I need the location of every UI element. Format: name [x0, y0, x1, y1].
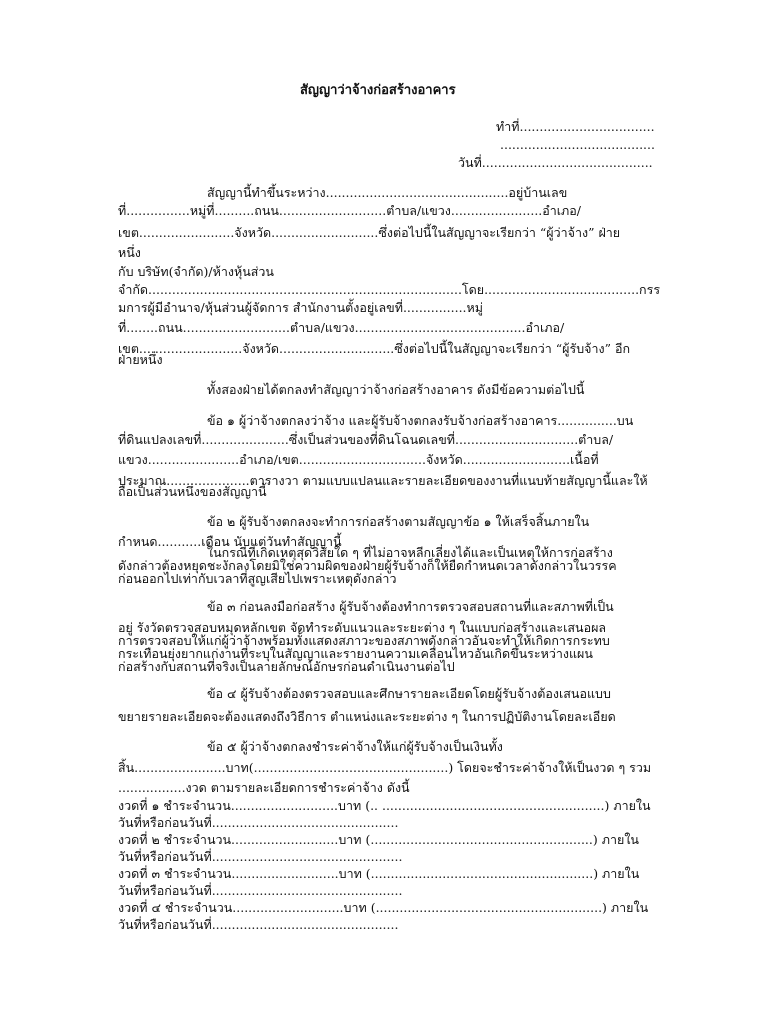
installment-2-amount: งวดที่ ๒ ชำระจำนวน...........................บาท (........................................................) ภายใน	[118, 832, 639, 847]
parties-line-4: หนึ่ง	[118, 245, 141, 260]
clause-3-line-1: ข้อ ๓ ก่อนลงมือก่อสร้าง ผู้รับจ้างต้องทำการตรวจสอบสถานที่และสภาพที่เป็น	[207, 599, 614, 614]
clause-5-line-1: ข้อ ๕ ผู้ว่าจ้างตกลงชำระค่าจ้างให้แก่ผู้รับจ้างเป็นเงินทั้ง	[207, 739, 503, 754]
installment-1-date: วันที่หรือก่อนวันที่...............................................	[118, 815, 399, 830]
parties-line-10: ฝ่ายหนึ่ง	[118, 352, 163, 367]
intro-line: ทั้งสองฝ่ายได้ตกลงทำสัญญาว่าจ้างก่อสร้างอาคาร ดังมีข้อความต่อไปนี้	[207, 382, 585, 397]
clause-2-line-5: ก่อนออกไปเท่ากับเวลาที่สูญเสียไปเพราะเหตุดังกล่าว	[118, 571, 397, 586]
installment-1-amount: งวดที่ ๑ ชำระจำนวน...........................บาท (.. ........................................................) ภายใน	[118, 798, 651, 813]
clause-4-line-2: ขยายรายละเอียดจะต้องแสดงถึงวิธีการ ตำแหน่งและระยะต่าง ๆ ในการปฏิบัติงานโดยละเอียด	[118, 709, 616, 724]
clause-1-line-2: ที่ดินแปลงเลขที่......................ซึ่งเป็นส่วนของที่ดินโฉนดเลขที่...............................ตำบล/	[118, 432, 614, 447]
clause-3-line-4: กระเทือนยุ่งยากแก่งานที่ระบุในสัญญาและรายงานความเคลื่อนไหวอันเกิดขึ้นระหว่างแผน	[118, 646, 593, 661]
parties-line-7: มการผู้มีอำนาจ/หุ้นส่วนผู้จัดการ สำนักงานตั้งอยู่เลขที่................หมู่	[118, 300, 484, 315]
clause-2-line-4: ดังกล่าวต้องหยุดชะงักลงโดยมิใช่ความผิดของฝ่ายผู้รับจ้างก็ให้ยืดกำหนดเวลาดังกล่าวในวรรค	[118, 558, 617, 573]
clause-3-line-5: ก่อสร้างกับสถานที่จริงเป็นลายลักษณ์อักษรก่อนดำเนินงานต่อไป	[118, 659, 455, 674]
clause-3-line-2: อยู่ รังวัดตรวจสอบหมุดหลักเขต จัดทำระดับแนวและระยะต่าง ๆ ในแบบก่อสร้างและเสนอผล	[118, 620, 607, 635]
clause-2-line-3: ในกรณีที่เกิดเหตุสุดวิสัยใด ๆ ที่ไม่อาจหลีกเลี่ยงได้และเป็นเหตุให้การก่อสร้าง	[207, 545, 613, 560]
document-title: สัญญาว่าจ้างก่อสร้างอาคาร	[300, 83, 456, 98]
clause-2-line-1: ข้อ ๒ ผู้รับจ้างตกลงจะทำการก่อสร้างตามสัญญาข้อ ๑ ให้เสร็จสิ้นภายใน	[207, 514, 590, 529]
clause-5-line-2: สิ้น.......................บาท(.................................................) โดยจะชำระค่าจ้างให้เป็นงวด ๆ รวม	[118, 760, 652, 775]
date-line: วันที่...........................................	[458, 155, 653, 170]
parties-line-3: เขต........................จังหวัด...........................ซึ่งต่อไปนี้ในสัญญาจะเรียกว่า “ผู้ว่าจ้าง” ฝ่าย	[118, 225, 621, 240]
installment-2-date: วันที่หรือก่อนวันที่................................................	[118, 849, 403, 864]
parties-line-2: ที่................หมู่ที่..........ถนน...........................ตำบล/แขวง.......................อำเภอ/	[118, 203, 582, 218]
installment-3-date: วันที่หรือก่อนวันที่................................................	[118, 883, 403, 898]
parties-line-8: ที่........ถนน...........................ตำบล/แขวง...........................................อำเภอ/	[118, 320, 565, 335]
made-at-continuation: .......................................	[500, 137, 655, 152]
clause-1-line-4: ประมาณ.....................ตารางวา ตามแบบแปลนและรายละเอียดของงานที่แนบท้ายสัญญานี้และให้	[118, 473, 648, 488]
made-at-line: ทำที่..................................	[496, 119, 655, 134]
clause-1-line-1: ข้อ ๑ ผู้ว่าจ้างตกลงว่าจ้าง และผู้รับจ้างตกลงรับจ้างก่อสร้างอาคาร...............บน	[207, 413, 634, 428]
clause-3-line-3: การตรวจสอบให้แก่ผู้ว่าจ้างพร้อมทั้งแสดงสภาวะของสภาพดังกล่าวอันจะทำให้เกิดการกระทบ	[118, 633, 610, 648]
clause-1-line-3: แขวง.......................อำเภอ/เขต................................จังหวัด...........................เนื้อที่	[118, 452, 599, 467]
clause-2-line-2: กำหนด...........เดือน นับแต่วันทำสัญญานี้	[118, 534, 342, 549]
installment-4-date: วันที่หรือก่อนวันที่...............................................	[118, 917, 399, 932]
parties-line-5: กับ บริษัท(จำกัด)/ห้างหุ้นส่วน	[118, 264, 274, 279]
parties-line-6: จำกัด...............................................................................โดย.......................................กรร	[118, 282, 661, 297]
installment-4-amount: งวดที่ ๔ ชำระจำนวน............................บาท (.........................................................) ภายใน	[118, 900, 649, 915]
parties-line-1: สัญญานี้ทำขึ้นระหว่าง..............................................อยู่บ้านเลข	[207, 185, 568, 200]
clause-5-line-3: .................งวด ตามรายละเอียดการชำระค่าจ้าง ดังนี้	[118, 780, 410, 795]
installment-3-amount: งวดที่ ๓ ชำระจำนวน...........................บาท (........................................................) ภายใน	[118, 866, 640, 881]
clause-1-line-5: ถือเป็นส่วนหนึ่งของสัญญานี้	[118, 484, 267, 499]
clause-4-line-1: ข้อ ๔ ผู้รับจ้างต้องตรวจสอบและศึกษารายละเอียดโดยผู้รับจ้างต้องเสนอแบบ	[207, 686, 611, 701]
parties-line-9: เขต..........................จังหวัด.............................ซึ่งต่อไปนี้ในสัญญาจะเรียกว่า “ผู้รับจ้าง” อีก	[118, 341, 631, 356]
